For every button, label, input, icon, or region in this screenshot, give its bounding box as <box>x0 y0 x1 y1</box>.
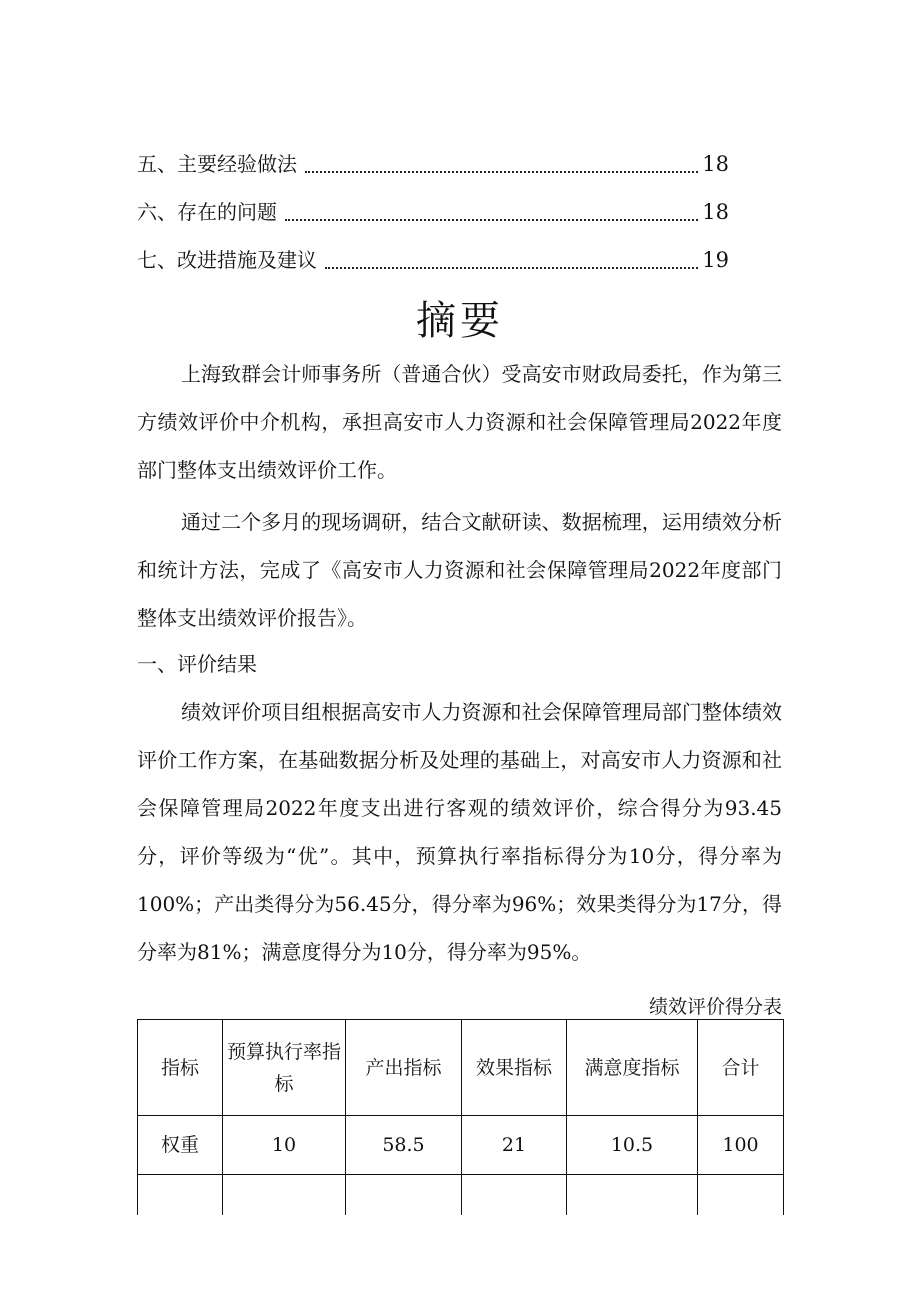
table-cell-empty <box>138 1175 223 1216</box>
toc-entry-label: 五、主要经验做法 <box>137 152 297 176</box>
table-header-cell: 产出指标 <box>346 1020 462 1116</box>
body-paragraph: 上海致群会计师事务所（普通合伙）受高安市财政局委托，作为第三方绩效评价中介机构，承担高安市人力资源和社会保障管理局2022年度部门整体支出绩效评价工作。 <box>137 362 782 482</box>
toc-entry-page: 18 <box>702 200 729 224</box>
toc-entry-page: 18 <box>702 152 729 176</box>
score-table <box>137 1019 784 1215</box>
table-continuation-row <box>138 1175 784 1216</box>
table-cell: 100 <box>698 1116 784 1175</box>
toc-leader-dots <box>285 189 698 221</box>
section-heading: 一、评价结果 <box>137 652 257 676</box>
table-cell-empty <box>346 1175 462 1216</box>
table-header-cell: 合计 <box>698 1020 784 1116</box>
toc-leader-dots <box>325 237 698 269</box>
table-cell-empty <box>698 1175 784 1216</box>
table-cell: 58.5 <box>346 1116 462 1175</box>
toc-entry-label: 七、改进措施及建议 <box>137 248 317 272</box>
body-paragraph: 绩效评价项目组根据高安市人力资源和社会保障管理局部门整体绩效评价工作方案，在基础数据分析及处理的基础上，对高安市人力资源和社会保障管理局2022年度支出进行客观的绩效评价，综合得分为93.45分，评价等级为“优”。其中，预算执行率指标得分为10分，得分率为100%；产出类得分为56.45分，得分率为96%；效果类得分为17分，得分率为81%；满意度得分为10分，得分率为95%。 <box>137 700 782 964</box>
table-cell: 10.5 <box>567 1116 698 1175</box>
table-cell-empty <box>223 1175 346 1216</box>
table-header-cell: 满意度指标 <box>567 1020 698 1116</box>
toc-entry[interactable] <box>137 149 729 179</box>
table-header-row <box>138 1020 784 1116</box>
table-caption: 绩效评价得分表 <box>648 996 782 1018</box>
table-header-cell: 指标 <box>138 1020 223 1116</box>
table-cell-empty <box>462 1175 567 1216</box>
toc-entry[interactable] <box>137 245 729 275</box>
table-header-cell: 效果指标 <box>462 1020 567 1116</box>
table-cell-empty <box>567 1175 698 1216</box>
toc-entry-page: 19 <box>702 248 729 272</box>
table-cell: 权重 <box>138 1116 223 1175</box>
table-header-cell: 预算执行率指标 <box>223 1020 346 1116</box>
table-cell: 21 <box>462 1116 567 1175</box>
toc-entry[interactable] <box>137 197 729 227</box>
toc-leader-dots <box>305 141 698 173</box>
toc-entry-label: 六、存在的问题 <box>137 200 277 224</box>
page-title: 摘要 <box>416 298 504 344</box>
body-paragraph: 通过二个多月的现场调研，结合文献研读、数据梳理，运用绩效分析和统计方法，完成了《高安市人力资源和社会保障管理局2022年度部门整体支出绩效评价报告》。 <box>137 510 782 630</box>
table-row <box>138 1116 784 1175</box>
table-cell: 10 <box>223 1116 346 1175</box>
